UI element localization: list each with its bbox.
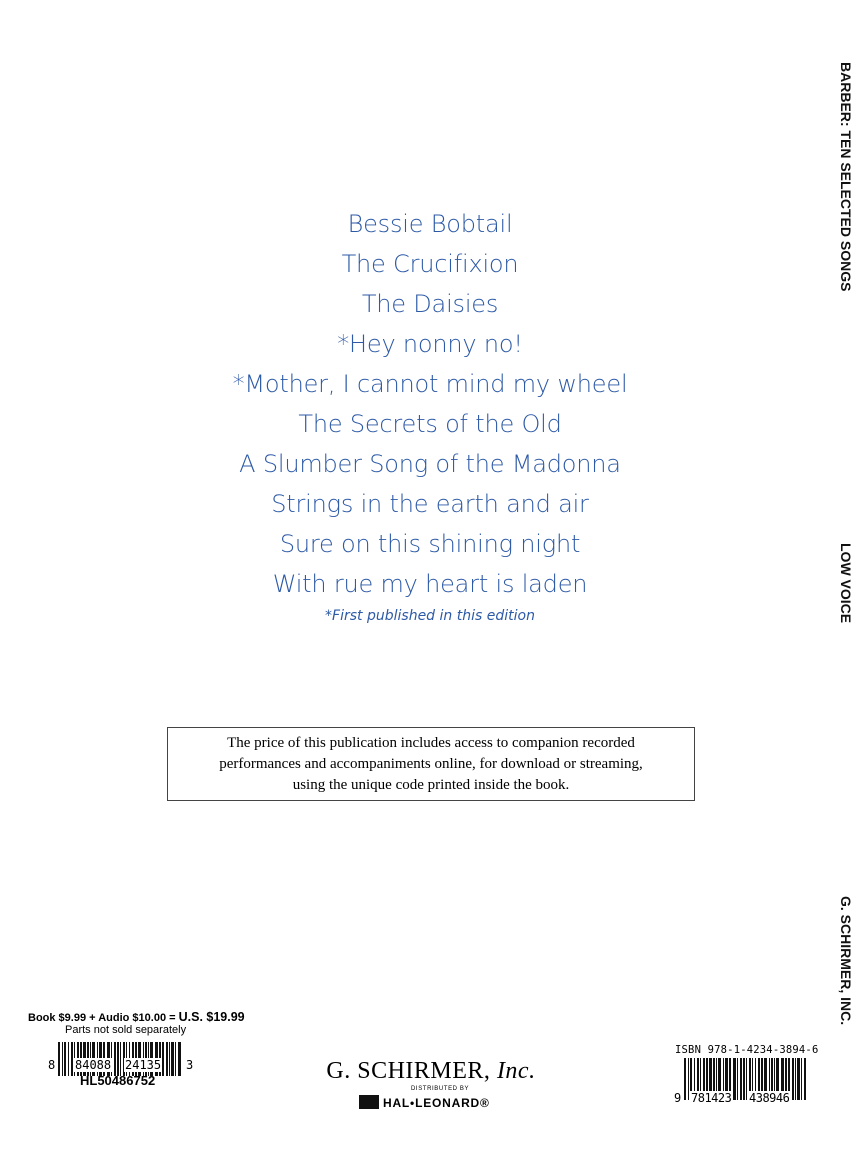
barcode-bar: [792, 1058, 794, 1100]
price-breakdown-text: Book $9.99 + Audio $10.00 =: [28, 1012, 179, 1024]
barcode-bar: [117, 1042, 119, 1076]
barcode-bar: [178, 1042, 181, 1076]
barcode-bar: [175, 1042, 176, 1076]
footnote: *First published in this edition: [325, 608, 535, 624]
publisher-inc: Inc.: [496, 1058, 536, 1084]
barcode-bar: [114, 1042, 116, 1076]
upc-right-digits: 24135: [125, 1058, 162, 1072]
price-total: U.S. $19.99: [178, 1010, 245, 1024]
barcode-bar: [71, 1042, 73, 1076]
barcode-bar: [68, 1042, 69, 1076]
publisher-name-text: G. SCHIRMER,: [326, 1058, 497, 1084]
barcode-bar: [166, 1042, 168, 1076]
isbn-right-digits: 438946: [749, 1091, 790, 1105]
song-list: [170, 204, 690, 624]
song-title: *Hey nonny no!: [337, 330, 523, 358]
upc-left-digits: 84088: [75, 1058, 112, 1072]
barcode-bar: [797, 1058, 800, 1100]
parts-note: Parts not sold separately: [65, 1024, 187, 1036]
distributed-by: DISTRIBUTED BY: [411, 1086, 470, 1092]
hal-leonard-logo-icon: [359, 1095, 379, 1109]
upc-check-digit: 3: [186, 1058, 194, 1072]
hl-item-code: HL50486752: [80, 1073, 156, 1088]
barcode-bar: [733, 1058, 736, 1100]
barcode-bar: [58, 1042, 60, 1076]
song-title: *Mother, I cannot mind my wheel: [232, 370, 628, 398]
isbn-left-digits: 781423: [691, 1091, 732, 1105]
barcode-bar: [801, 1058, 802, 1100]
notice-line: performances and accompaniments online, for download or streaming,: [219, 756, 643, 772]
barcode-bar: [684, 1058, 686, 1100]
spine-title: BARBER: TEN SELECTED SONGS: [838, 62, 854, 292]
isbn-lead-digit: 9: [674, 1091, 682, 1105]
barcode-bar: [120, 1042, 121, 1076]
song-title: Sure on this shining night: [279, 530, 581, 558]
song-title: Strings in the earth and air: [271, 490, 589, 518]
barcode-bar: [162, 1042, 164, 1076]
barcode-bar: [737, 1058, 738, 1100]
isbn-label: ISBN 978-1-4234-3894-6: [675, 1044, 819, 1056]
barcode-bar: [743, 1058, 745, 1100]
distributor-name: HAL•LEONARD®: [383, 1096, 490, 1110]
song-title: A Slumber Song of the Madonna: [239, 450, 621, 478]
barcode-bar: [795, 1058, 796, 1100]
online-access-notice: [167, 727, 695, 801]
barcode-bar: [740, 1058, 742, 1100]
upc-lead-digit: 8: [48, 1058, 56, 1072]
song-title: With rue my heart is laden: [272, 570, 588, 598]
notice-line: The price of this publication includes access to companion recorded: [227, 735, 635, 751]
barcode-bar: [169, 1042, 170, 1076]
spine-voice: LOW VOICE: [838, 543, 854, 624]
barcode-bar: [64, 1042, 66, 1076]
barcode-bar: [804, 1058, 806, 1100]
notice-line: using the unique code printed inside the book.: [292, 777, 570, 793]
barcode-bar: [62, 1042, 63, 1076]
price-breakdown: [28, 1010, 245, 1024]
publisher-name: [300, 1058, 562, 1085]
spine-publisher: G. SCHIRMER, INC.: [838, 896, 854, 1026]
song-title: Bessie Bobtail: [347, 210, 513, 238]
barcode-bar: [688, 1058, 689, 1100]
song-title: The Daisies: [361, 290, 499, 318]
song-title: The Crucifixion: [341, 250, 519, 278]
barcode-bar: [746, 1058, 747, 1100]
song-title: The Secrets of the Old: [298, 410, 562, 438]
barcode-bar: [171, 1042, 174, 1076]
